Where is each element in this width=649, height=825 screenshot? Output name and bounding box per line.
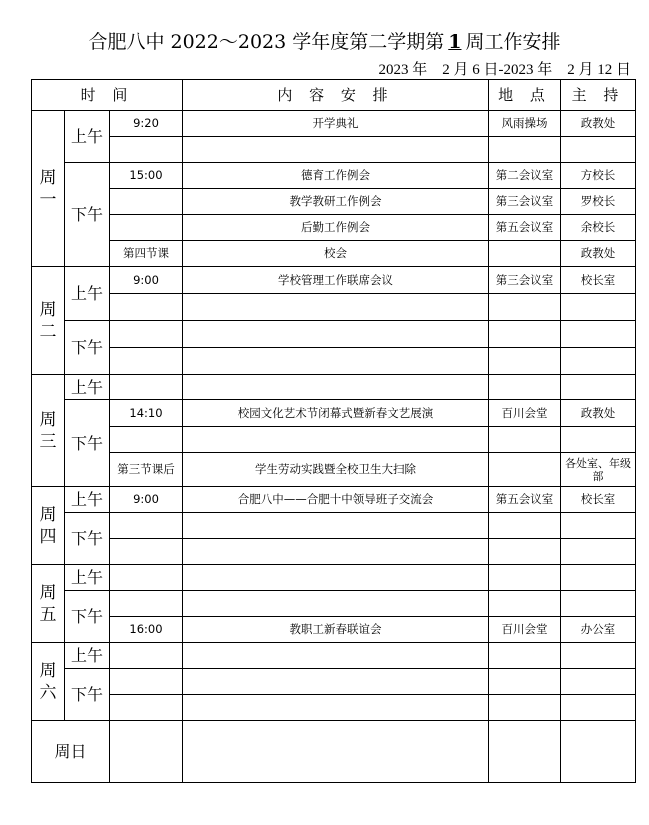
week-number: 1 <box>448 31 462 53</box>
page-title: 合肥八中 2022～2023 学年度第二学期第 1 周工作安排 <box>88 31 561 53</box>
day-sunday: 周日 <box>32 721 110 783</box>
header-content: 内 容 安 排 <box>183 80 489 111</box>
host-cell: 方校长 <box>561 163 636 189</box>
header-place: 地 点 <box>489 80 561 111</box>
table-row <box>32 294 636 321</box>
host-cell: 各处室、年级部 <box>561 453 636 487</box>
host-cell: 政教处 <box>561 241 636 267</box>
table-row <box>32 348 636 375</box>
day-friday: 周 五 <box>32 565 65 643</box>
content-cell: 教学教研工作例会 <box>183 189 489 215</box>
host-cell: 校长室 <box>561 267 636 294</box>
table-row <box>32 565 636 591</box>
table-row <box>32 215 636 241</box>
am-label: 上午 <box>65 643 110 669</box>
content-cell: 开学典礼 <box>183 111 489 137</box>
content-cell: 学校管理工作联席会议 <box>183 267 489 294</box>
host-cell: 政教处 <box>561 400 636 427</box>
header-time: 时 间 <box>32 80 183 111</box>
time-cell: 16:00 <box>110 617 183 643</box>
place-cell: 第五会议室 <box>489 215 561 241</box>
day-monday: 周 一 <box>32 111 65 267</box>
content-cell: 教职工新春联谊会 <box>183 617 489 643</box>
header-host: 主 持 <box>561 80 636 111</box>
table-row <box>32 241 636 267</box>
place-cell: 百川会堂 <box>489 617 561 643</box>
time-cell: 9:00 <box>110 487 183 513</box>
content-cell: 校园文化艺术节闭幕式暨新春文艺展演 <box>183 400 489 427</box>
table-row <box>32 267 636 294</box>
table-row <box>32 400 636 427</box>
place-cell: 第三会议室 <box>489 189 561 215</box>
pm-label: 下午 <box>65 591 110 643</box>
schedule-table <box>31 79 636 783</box>
pm-label: 下午 <box>65 669 110 721</box>
host-cell: 罗校长 <box>561 189 636 215</box>
table-row <box>32 321 636 348</box>
date-range: 2023 年 2 月 6 日-2023 年 2 月 12 日 <box>378 62 631 78</box>
table-row <box>32 189 636 215</box>
table-row <box>32 111 636 137</box>
pm-label: 下午 <box>65 513 110 565</box>
table-row <box>32 427 636 453</box>
pm-label: 下午 <box>65 321 110 375</box>
table-row <box>32 453 636 487</box>
table-row <box>32 375 636 400</box>
pm-label: 下午 <box>65 163 110 267</box>
content-cell: 校会 <box>183 241 489 267</box>
content-cell: 德育工作例会 <box>183 163 489 189</box>
table-row <box>32 487 636 513</box>
place-cell: 第五会议室 <box>489 487 561 513</box>
table-row <box>32 617 636 643</box>
am-label: 上午 <box>65 111 110 163</box>
table-row <box>32 695 636 721</box>
host-cell: 余校长 <box>561 215 636 241</box>
am-label: 上午 <box>65 267 110 321</box>
table-row <box>32 669 636 695</box>
am-label: 上午 <box>65 487 110 513</box>
time-cell: 第三节课后 <box>110 453 183 487</box>
time-cell: 第四节课 <box>110 241 183 267</box>
am-label: 上午 <box>65 565 110 591</box>
time-cell: 15:00 <box>110 163 183 189</box>
table-row <box>32 137 636 163</box>
table-row <box>32 591 636 617</box>
place-cell: 第二会议室 <box>489 163 561 189</box>
time-cell: 9:20 <box>110 111 183 137</box>
time-cell: 14:10 <box>110 400 183 427</box>
day-wednesday: 周 三 <box>32 375 65 487</box>
table-row <box>32 643 636 669</box>
table-row <box>32 721 636 783</box>
content-cell: 后勤工作例会 <box>183 215 489 241</box>
host-cell: 政教处 <box>561 111 636 137</box>
day-saturday: 周 六 <box>32 643 65 721</box>
host-cell: 办公室 <box>561 617 636 643</box>
place-cell: 百川会堂 <box>489 400 561 427</box>
day-tuesday: 周 二 <box>32 267 65 375</box>
table-row <box>32 513 636 539</box>
host-cell: 校长室 <box>561 487 636 513</box>
header-row <box>32 80 636 111</box>
content-cell: 学生劳动实践暨全校卫生大扫除 <box>183 453 489 487</box>
place-cell: 风雨操场 <box>489 111 561 137</box>
table-row <box>32 539 636 565</box>
pm-label: 下午 <box>65 400 110 487</box>
am-label: 上午 <box>65 375 110 400</box>
day-thursday: 周 四 <box>32 487 65 565</box>
place-cell: 第三会议室 <box>489 267 561 294</box>
time-cell: 9:00 <box>110 267 183 294</box>
table-row <box>32 163 636 189</box>
content-cell: 合肥八中——合肥十中领导班子交流会 <box>183 487 489 513</box>
